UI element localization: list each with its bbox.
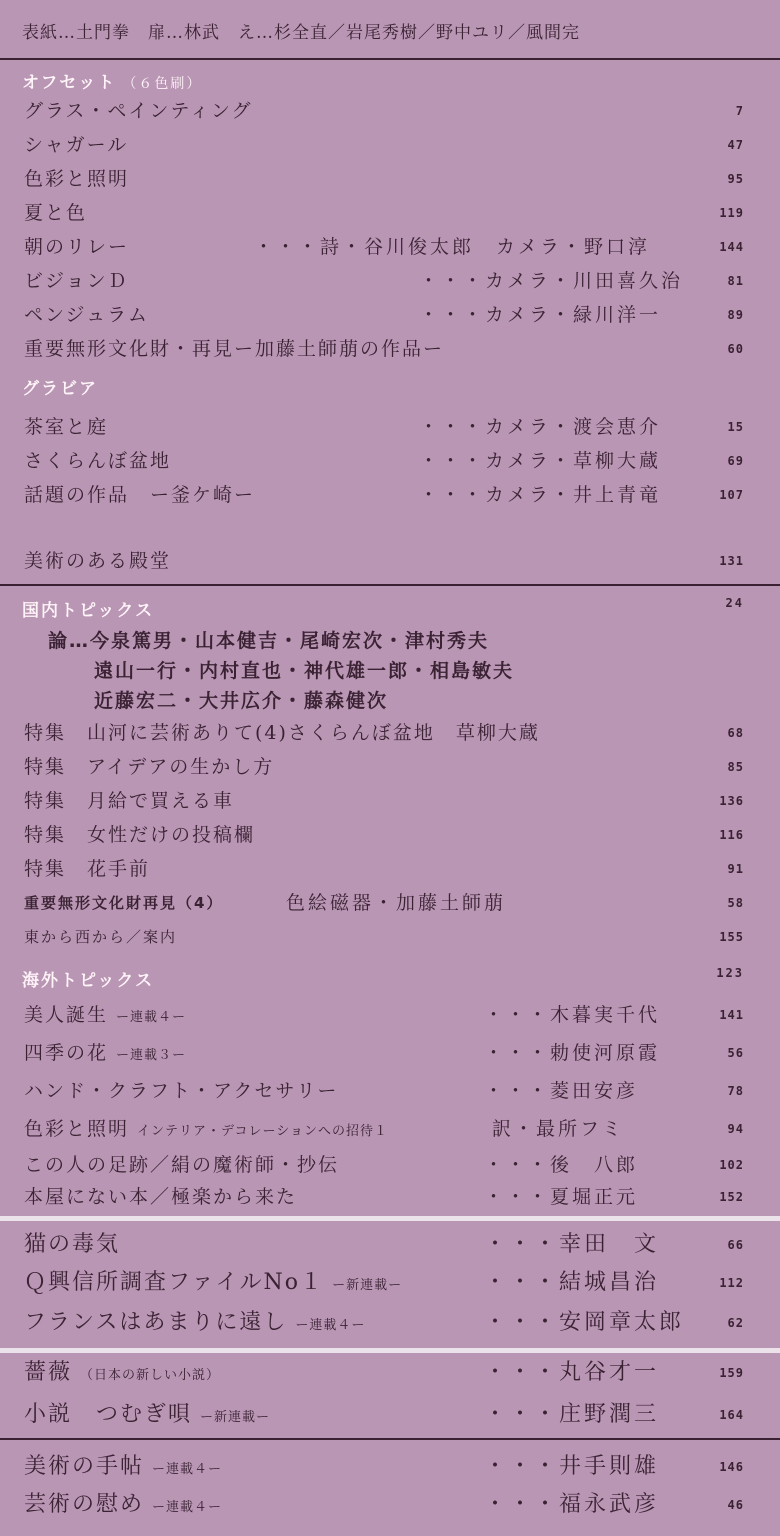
page-number: 119 bbox=[719, 206, 744, 220]
list-item[interactable] bbox=[24, 264, 744, 298]
item-author: ・・・カメラ・緑川洋一 bbox=[419, 304, 662, 326]
list-item[interactable] bbox=[24, 1356, 744, 1390]
list-item[interactable] bbox=[24, 1266, 744, 1300]
divider bbox=[0, 584, 780, 586]
item-note: ー新連載ー bbox=[200, 1410, 271, 1425]
critics-line: 近藤宏二・大井広介・藤森健次 bbox=[94, 690, 389, 712]
item-title: 特集 月給で買える車 bbox=[24, 790, 235, 812]
item-title: 特集 山河に芸術ありて(4)さくらんぼ盆地 草柳大蔵 bbox=[24, 722, 540, 744]
item-note: ー連載４ー bbox=[116, 1010, 187, 1025]
section-subtitle: （６色刷） bbox=[122, 76, 203, 92]
item-title: この人の足跡／絹の魔術師・抄伝 bbox=[24, 1154, 340, 1176]
item-author: ・・・安岡章太郎 bbox=[484, 1310, 685, 1335]
page-number: 155 bbox=[719, 930, 744, 944]
item-author: ・・・木暮実千代 bbox=[484, 1004, 661, 1026]
item-title: グラス・ペインティング bbox=[24, 100, 253, 122]
page-number: 47 bbox=[727, 138, 744, 152]
divider bbox=[0, 1438, 780, 1440]
page-number: 58 bbox=[727, 896, 744, 910]
list-item[interactable] bbox=[24, 162, 744, 196]
item-author: ・・・夏堀正元 bbox=[484, 1186, 639, 1208]
page-number: 85 bbox=[727, 760, 744, 774]
section-title: オフセット bbox=[22, 73, 117, 93]
critics-label: 論… bbox=[48, 630, 91, 652]
page-number: 15 bbox=[727, 420, 744, 434]
page-number: 141 bbox=[719, 1008, 744, 1022]
page-number: 136 bbox=[719, 794, 744, 808]
section-overseas-heading bbox=[22, 966, 744, 991]
item-title: 色絵磁器・加藤土師萠 bbox=[286, 892, 507, 914]
list-item[interactable] bbox=[24, 1112, 744, 1146]
item-title bbox=[24, 1266, 402, 1303]
page-number: 69 bbox=[727, 454, 744, 468]
list-item[interactable] bbox=[24, 410, 744, 444]
divider bbox=[0, 1216, 780, 1221]
item-author: ・・・カメラ・川田喜久治 bbox=[419, 270, 684, 292]
item-title: 夏と色 bbox=[24, 202, 88, 224]
list-item[interactable] bbox=[24, 818, 744, 852]
section-title: 国内トピックス bbox=[22, 601, 155, 621]
item-note: ー新連載ー bbox=[332, 1278, 403, 1293]
item-title: 特集 アイデアの生かし方 bbox=[24, 756, 275, 778]
item-author: ・・・結城昌治 bbox=[484, 1270, 660, 1295]
title-text: 小説 つむぎ唄 bbox=[24, 1402, 193, 1427]
page-number: 152 bbox=[719, 1190, 744, 1204]
list-item[interactable] bbox=[24, 94, 744, 128]
critics-names: 今泉篤男・山本健吉・尾崎宏次・津村秀夫 bbox=[90, 630, 490, 652]
item-author: ・・・庄野潤三 bbox=[484, 1402, 660, 1427]
section-domestic-heading bbox=[22, 596, 744, 621]
list-item[interactable] bbox=[24, 1074, 744, 1108]
item-title: さくらんぼ盆地 bbox=[24, 450, 172, 472]
list-item[interactable] bbox=[24, 332, 744, 366]
list-item[interactable] bbox=[24, 998, 744, 1032]
page-number: 144 bbox=[719, 240, 744, 254]
item-title bbox=[24, 1356, 220, 1393]
item-note: ー連載４ー bbox=[295, 1318, 366, 1333]
list-item[interactable] bbox=[24, 444, 744, 478]
list-item[interactable] bbox=[24, 920, 744, 954]
section-title: グラビア bbox=[22, 379, 98, 399]
list-item[interactable] bbox=[24, 784, 744, 818]
list-item[interactable] bbox=[24, 544, 744, 578]
title-text: Ｑ興信所調査ファイルNo１ bbox=[24, 1270, 325, 1295]
list-item[interactable] bbox=[24, 478, 744, 512]
item-author: ・・・カメラ・井上青竜 bbox=[419, 484, 662, 506]
list-item[interactable] bbox=[24, 230, 744, 264]
page-number: 7 bbox=[735, 104, 744, 118]
item-title: 東から西から／案内 bbox=[24, 928, 178, 946]
item-note: ー連載４ー bbox=[152, 1462, 223, 1477]
item-author: ・・・井手則雄 bbox=[484, 1454, 660, 1479]
list-item[interactable] bbox=[24, 1488, 744, 1522]
list-item[interactable] bbox=[24, 716, 744, 750]
item-author: ・・・カメラ・草柳大蔵 bbox=[419, 450, 662, 472]
page-number: 95 bbox=[727, 172, 744, 186]
item-title bbox=[24, 1036, 186, 1073]
page-number: 102 bbox=[719, 1158, 744, 1172]
critics-line bbox=[48, 626, 489, 653]
item-author: ・・・福永武彦 bbox=[484, 1492, 660, 1517]
item-title: 本屋にない本／極楽から来た bbox=[24, 1186, 298, 1208]
list-item[interactable] bbox=[24, 886, 744, 920]
list-item[interactable] bbox=[24, 750, 744, 784]
page-number: 159 bbox=[719, 1366, 744, 1380]
item-title bbox=[24, 1306, 365, 1343]
page-number: 146 bbox=[719, 1460, 744, 1474]
list-item[interactable] bbox=[24, 298, 744, 332]
item-title: シャガール bbox=[24, 134, 129, 156]
section-gravure-heading bbox=[22, 374, 98, 399]
item-title: 茶室と庭 bbox=[24, 416, 109, 438]
item-label: 重要無形文化財再見（4） bbox=[24, 894, 224, 912]
page-number: 89 bbox=[727, 308, 744, 322]
title-text: 美術の手帖 bbox=[24, 1454, 145, 1479]
page-number: 94 bbox=[727, 1122, 744, 1136]
item-author: ・・・詩・谷川俊太郎 カメラ・野口淳 bbox=[254, 236, 651, 258]
title-text: 芸術の慰め bbox=[24, 1492, 145, 1517]
item-author: 訳・最所フミ bbox=[492, 1118, 625, 1140]
page-number: 131 bbox=[719, 554, 744, 568]
item-title bbox=[24, 1488, 222, 1525]
list-item[interactable] bbox=[24, 1398, 744, 1432]
item-title: ペンジュラム bbox=[24, 304, 149, 326]
list-item[interactable] bbox=[24, 1306, 744, 1340]
list-item[interactable] bbox=[24, 196, 744, 230]
item-title: 特集 花手前 bbox=[24, 858, 151, 880]
item-note: （日本の新しい小説） bbox=[80, 1368, 221, 1383]
item-title: 美術のある殿堂 bbox=[24, 550, 172, 572]
item-title: ハンド・クラフト・アクセサリー bbox=[24, 1080, 339, 1102]
list-item[interactable] bbox=[24, 1450, 744, 1484]
item-title: 朝のリレー bbox=[24, 236, 130, 258]
page-number: 66 bbox=[727, 1238, 744, 1252]
title-text: フランスはあまりに遠し bbox=[24, 1310, 288, 1335]
page-number: 91 bbox=[727, 862, 744, 876]
list-item[interactable] bbox=[24, 1036, 744, 1070]
item-title bbox=[24, 998, 186, 1035]
page-number: 56 bbox=[727, 1046, 744, 1060]
section-title: 海外トピックス bbox=[22, 971, 155, 991]
page-number: 164 bbox=[719, 1408, 744, 1422]
item-author: ・・・丸谷才一 bbox=[484, 1360, 660, 1385]
page-number: 123 bbox=[716, 966, 744, 980]
page-number: 46 bbox=[727, 1498, 744, 1512]
critics-line: 遠山一行・内村直也・神代雄一郎・相島敏夫 bbox=[94, 660, 515, 682]
title-text: 薔薇 bbox=[24, 1360, 73, 1385]
item-title bbox=[24, 1112, 388, 1149]
credits-line: 表紙…土門拳 扉…林武 え…杉全直／岩尾秀樹／野中ユリ／風間完 bbox=[22, 23, 580, 43]
list-item[interactable] bbox=[24, 128, 744, 162]
divider bbox=[0, 58, 780, 60]
item-title bbox=[24, 1398, 270, 1435]
page-number: 62 bbox=[727, 1316, 744, 1330]
item-title bbox=[24, 1450, 222, 1487]
item-title: 特集 女性だけの投稿欄 bbox=[24, 824, 256, 846]
page-number: 78 bbox=[727, 1084, 744, 1098]
page-number: 24 bbox=[725, 596, 744, 610]
item-note: インテリア・デコレーションへの招待１ bbox=[137, 1124, 388, 1139]
page-number: 112 bbox=[719, 1276, 744, 1290]
item-author: ・・・幸田 文 bbox=[484, 1232, 660, 1257]
page-number: 60 bbox=[727, 342, 744, 356]
item-title: 重要無形文化財・再見ー加藤土師萠の作品ー bbox=[24, 338, 445, 360]
page-number: 116 bbox=[719, 828, 744, 842]
item-author: ・・・カメラ・渡会恵介 bbox=[419, 416, 662, 438]
section-offset-heading bbox=[22, 68, 202, 93]
list-item[interactable] bbox=[24, 852, 744, 886]
item-note: ー連載３ー bbox=[116, 1048, 187, 1063]
item-note: ー連載４ー bbox=[152, 1500, 223, 1515]
item-title: 猫の毒気 bbox=[24, 1232, 121, 1257]
title-text: 美人誕生 bbox=[24, 1004, 109, 1026]
list-item[interactable] bbox=[24, 1228, 744, 1262]
title-text: 四季の花 bbox=[24, 1042, 109, 1064]
title-text: 色彩と照明 bbox=[24, 1118, 130, 1140]
item-title: 色彩と照明 bbox=[24, 168, 130, 190]
item-title: 話題の作品 ー釜ケ崎ー bbox=[24, 484, 256, 506]
item-author: ・・・後 八郎 bbox=[484, 1154, 639, 1176]
item-title: ビジョンＤ bbox=[24, 270, 129, 292]
item-author: ・・・勅使河原霞 bbox=[484, 1042, 661, 1064]
item-author: ・・・菱田安彦 bbox=[484, 1080, 639, 1102]
list-item[interactable] bbox=[24, 1180, 744, 1214]
page-number: 68 bbox=[727, 726, 744, 740]
list-item[interactable] bbox=[24, 1148, 744, 1182]
page-number: 107 bbox=[719, 488, 744, 502]
divider bbox=[0, 1348, 780, 1353]
page-number: 81 bbox=[727, 274, 744, 288]
